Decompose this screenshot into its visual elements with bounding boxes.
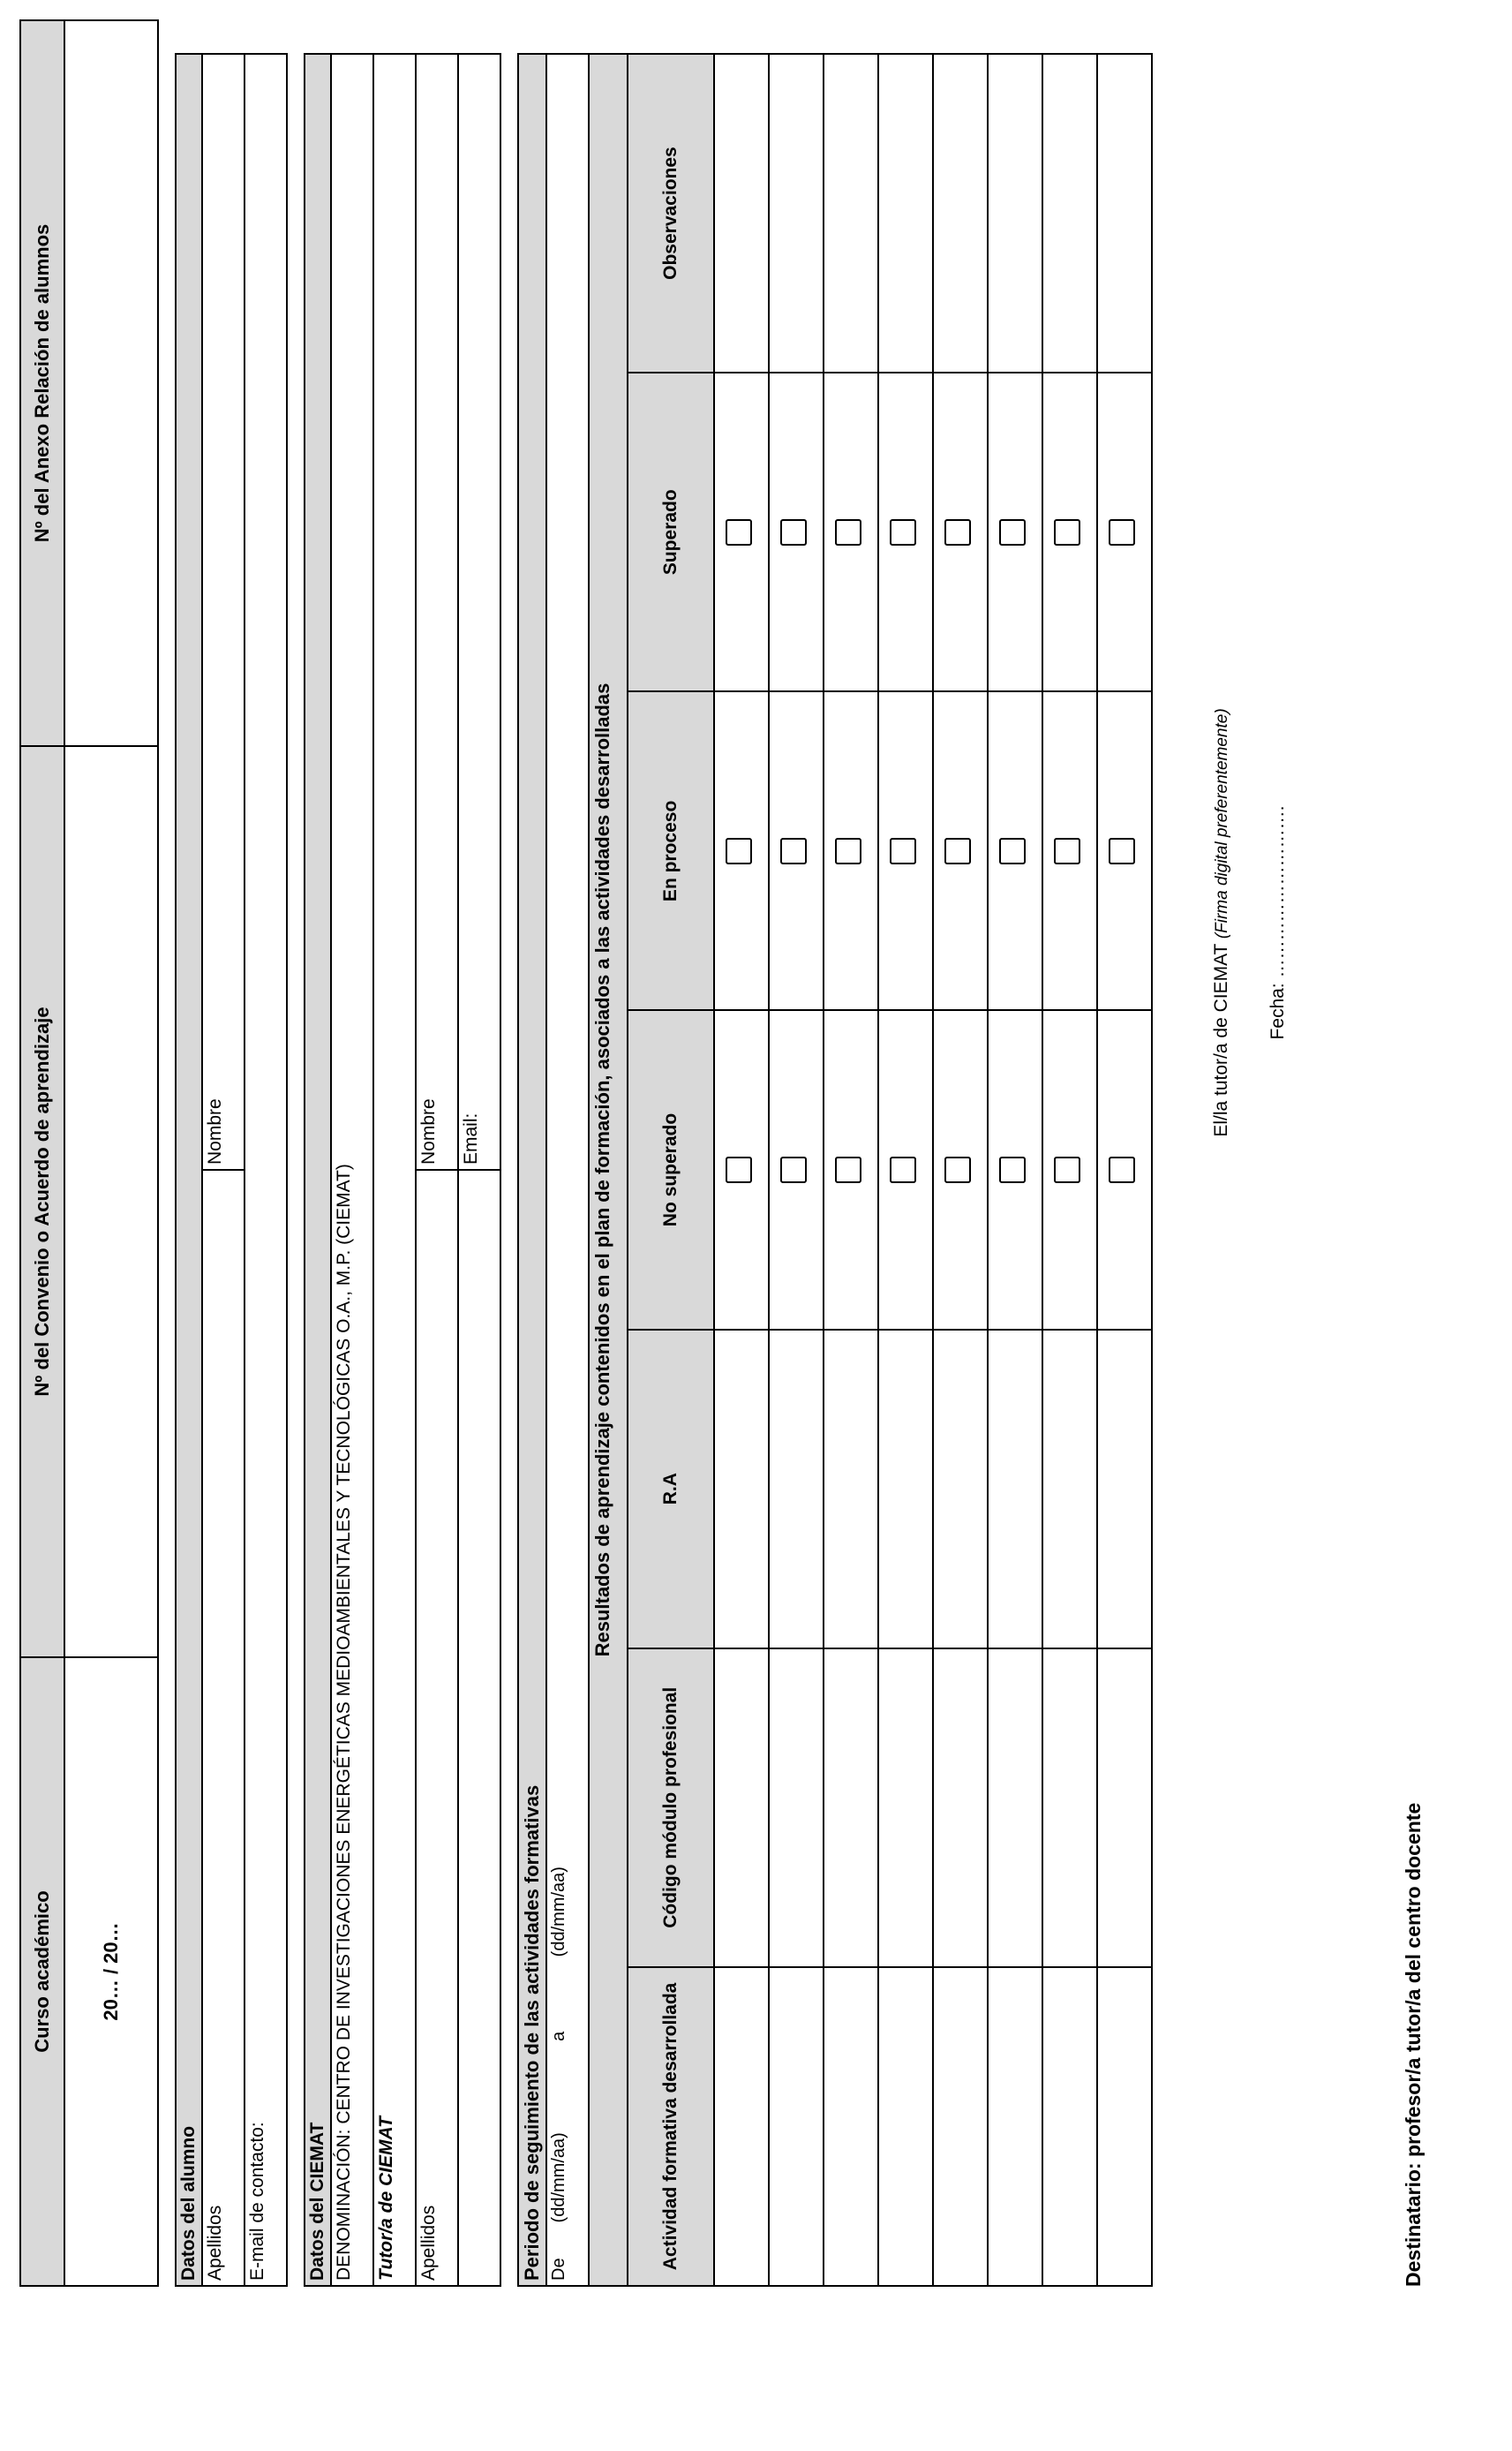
- cell-en-proceso[interactable]: [1097, 691, 1152, 1010]
- cell-observaciones[interactable]: [714, 54, 769, 373]
- cell-codigo[interactable]: [988, 1648, 1042, 1967]
- spacer-3: [501, 53, 517, 2287]
- alumno-table: [175, 53, 288, 2287]
- cell-no-superado[interactable]: [1042, 1010, 1097, 1329]
- checkbox-no-superado[interactable]: [944, 1157, 971, 1183]
- alumno-nombre-label: Nombre: [205, 1098, 226, 1165]
- fecha-line[interactable]: Fecha: ……………………….: [1268, 805, 1288, 1040]
- col-en-proceso: En proceso: [628, 691, 714, 1010]
- cell-actividad[interactable]: [988, 1967, 1042, 2286]
- header-col-anexo: Nº del Anexo Relación de alumnos: [20, 20, 64, 746]
- alumno-band-label: Datos del alumno: [176, 54, 202, 2286]
- ciemat-nombre-field[interactable]: [416, 54, 458, 1170]
- periodo-fields[interactable]: [546, 54, 589, 2286]
- checkbox-superado[interactable]: [726, 519, 752, 546]
- cell-actividad[interactable]: [878, 1967, 933, 2286]
- resultados-table: [517, 53, 1152, 2287]
- periodo-de-label: De: [548, 2258, 568, 2281]
- ciemat-apellidos-field[interactable]: [416, 1170, 458, 2286]
- tutor-signature-note: (Firma digital preferentemente): [1213, 708, 1231, 939]
- cell-observaciones[interactable]: [769, 54, 824, 373]
- table-row: [988, 54, 1042, 2286]
- header-row-values: [64, 20, 158, 2286]
- checkbox-en-proceso[interactable]: [726, 838, 752, 864]
- cell-en-proceso[interactable]: [988, 691, 1042, 1010]
- cell-ra[interactable]: [1097, 1330, 1152, 1648]
- alumno-apellidos-label: Apellidos: [205, 2205, 226, 2281]
- cell-observaciones[interactable]: [878, 54, 933, 373]
- header-table: [19, 19, 159, 2287]
- anexo-value[interactable]: [64, 20, 158, 746]
- checkbox-no-superado[interactable]: [999, 1157, 1026, 1183]
- cell-actividad[interactable]: [824, 1967, 878, 2286]
- ciemat-apellidos-label: Apellidos: [418, 2205, 440, 2281]
- cell-codigo[interactable]: [1097, 1648, 1152, 1967]
- periodo-de-format: (dd/mm/aa): [548, 2132, 568, 2223]
- table-row: [714, 54, 769, 2286]
- cell-codigo[interactable]: [878, 1648, 933, 1967]
- alumno-names-row: [202, 54, 244, 2286]
- periodo-band-label: Periodo de seguimiento de las actividades formativas: [518, 54, 545, 2286]
- cell-no-superado[interactable]: [824, 1010, 878, 1329]
- checkbox-en-proceso[interactable]: [890, 838, 916, 864]
- convenio-value[interactable]: [64, 746, 158, 1657]
- checkbox-no-superado[interactable]: [890, 1157, 916, 1183]
- alumno-email-row: [244, 54, 287, 2286]
- table-row: [769, 54, 824, 2286]
- ciemat-email-field[interactable]: [458, 54, 500, 1170]
- checkbox-en-proceso[interactable]: [944, 838, 971, 864]
- signature-area: [1211, 53, 1289, 2287]
- cell-codigo[interactable]: [933, 1648, 988, 1967]
- ciemat-tutor-row: [373, 54, 416, 2286]
- cell-no-superado[interactable]: [714, 1010, 769, 1329]
- cell-superado[interactable]: [988, 373, 1042, 691]
- checkbox-superado[interactable]: [1054, 519, 1080, 546]
- cell-en-proceso[interactable]: [1042, 691, 1097, 1010]
- cell-observaciones[interactable]: [988, 54, 1042, 373]
- document-body: [19, 53, 1153, 2287]
- checkbox-superado[interactable]: [999, 519, 1026, 546]
- alumno-email-field[interactable]: [244, 54, 287, 2286]
- destinatario-text: Destinatario: profesor/a tutor/a del centro docente: [1402, 1802, 1425, 2287]
- cell-superado[interactable]: [824, 373, 878, 691]
- cell-actividad[interactable]: [1042, 1967, 1097, 2286]
- cell-actividad[interactable]: [1097, 1967, 1152, 2286]
- ciemat-names-row: [416, 54, 458, 2286]
- ciemat-tutor-label: Tutor/a de CIEMAT: [373, 54, 416, 2286]
- cell-superado[interactable]: [714, 373, 769, 691]
- cell-superado[interactable]: [1042, 373, 1097, 691]
- checkbox-en-proceso[interactable]: [999, 838, 1026, 864]
- col-actividad: Actividad formativa desarrollada: [628, 1967, 714, 2286]
- periodo-a-label: a: [548, 2031, 568, 2041]
- header-row-titles: [20, 20, 64, 2286]
- tutor-signature-text: El/la tutor/a de CIEMAT: [1211, 939, 1231, 1137]
- cell-ra[interactable]: [769, 1330, 824, 1648]
- cell-superado[interactable]: [1097, 373, 1152, 691]
- cell-en-proceso[interactable]: [824, 691, 878, 1010]
- cell-superado[interactable]: [933, 373, 988, 691]
- periodo-a-format: (dd/mm/aa): [548, 1867, 568, 1957]
- checkbox-no-superado[interactable]: [1054, 1157, 1080, 1183]
- cell-observaciones[interactable]: [933, 54, 988, 373]
- cell-actividad[interactable]: [714, 1967, 769, 2286]
- checkbox-en-proceso[interactable]: [1109, 838, 1135, 864]
- cell-superado[interactable]: [769, 373, 824, 691]
- checkbox-superado[interactable]: [890, 519, 916, 546]
- periodo-band-row: [518, 54, 545, 2286]
- resultados-title-row: [589, 54, 628, 2286]
- cell-codigo[interactable]: [714, 1648, 769, 1967]
- cell-no-superado[interactable]: [769, 1010, 824, 1329]
- ciemat-denominacion: DENOMINACIÓN: CENTRO DE INVESTIGACIONES ENERGÉTICAS MEDIOAMBIENTALES Y TECNOLÓGICAS O.A., M.P. (CIEMAT): [331, 54, 373, 2286]
- cell-en-proceso[interactable]: [769, 691, 824, 1010]
- cell-en-proceso[interactable]: [878, 691, 933, 1010]
- cell-codigo[interactable]: [1042, 1648, 1097, 1967]
- cell-codigo[interactable]: [769, 1648, 824, 1967]
- resultados-header-row: [628, 54, 714, 2286]
- cell-no-superado[interactable]: [878, 1010, 933, 1329]
- cell-ra[interactable]: [878, 1330, 933, 1648]
- cell-ra[interactable]: [988, 1330, 1042, 1648]
- ciemat-band-row: [305, 54, 331, 2286]
- col-no-superado: No superado: [628, 1010, 714, 1329]
- cell-ra[interactable]: [1042, 1330, 1097, 1648]
- curso-academico-value[interactable]: 20… / 20…: [64, 1657, 158, 2286]
- checkbox-no-superado[interactable]: [726, 1157, 752, 1183]
- cell-superado[interactable]: [878, 373, 933, 691]
- cell-en-proceso[interactable]: [714, 691, 769, 1010]
- checkbox-superado[interactable]: [1109, 519, 1135, 546]
- periodo-fields-row: [546, 54, 589, 2286]
- cell-no-superado[interactable]: [1097, 1010, 1152, 1329]
- ciemat-blank-cell[interactable]: [458, 1170, 500, 2286]
- table-row: [1097, 54, 1152, 2286]
- table-row: [933, 54, 988, 2286]
- resultados-title: Resultados de aprendizaje contenidos en el plan de formación, asociados a las actividades desarrolladas: [589, 54, 628, 2286]
- ciemat-email-row: [458, 54, 500, 2286]
- alumno-band-row: [176, 54, 202, 2286]
- cell-actividad[interactable]: [933, 1967, 988, 2286]
- ciemat-denominacion-row: [331, 54, 373, 2286]
- cell-ra[interactable]: [714, 1330, 769, 1648]
- checkbox-superado[interactable]: [944, 519, 971, 546]
- col-ra: R.A: [628, 1330, 714, 1648]
- cell-ra[interactable]: [933, 1330, 988, 1648]
- table-row: [824, 54, 878, 2286]
- tutor-signature-line: [1211, 53, 1232, 2287]
- cell-no-superado[interactable]: [933, 1010, 988, 1329]
- spacer-1: [159, 53, 175, 2287]
- checkbox-en-proceso[interactable]: [835, 838, 861, 864]
- cell-actividad[interactable]: [769, 1967, 824, 2286]
- checkbox-no-superado[interactable]: [780, 1157, 807, 1183]
- cell-ra[interactable]: [824, 1330, 878, 1648]
- header-col-convenio: Nº del Convenio o Acuerdo de aprendizaje: [20, 746, 64, 1657]
- cell-codigo[interactable]: [824, 1648, 878, 1967]
- alumno-email-label: E-mail de contacto:: [247, 2122, 268, 2281]
- ciemat-band-label: Datos del CIEMAT: [305, 54, 331, 2286]
- checkbox-no-superado[interactable]: [1109, 1157, 1135, 1183]
- cell-no-superado[interactable]: [988, 1010, 1042, 1329]
- spacer-2: [288, 53, 304, 2287]
- checkbox-no-superado[interactable]: [835, 1157, 861, 1183]
- col-observaciones: Observaciones: [628, 54, 714, 373]
- cell-en-proceso[interactable]: [933, 691, 988, 1010]
- cell-observaciones[interactable]: [1097, 54, 1152, 373]
- checkbox-superado[interactable]: [835, 519, 861, 546]
- header-col-curso: Curso académico: [20, 1657, 64, 2286]
- checkbox-en-proceso[interactable]: [1054, 838, 1080, 864]
- table-row: [878, 54, 933, 2286]
- alumno-apellidos-field[interactable]: [202, 1170, 244, 2286]
- ciemat-email-label: Email:: [461, 1112, 482, 1165]
- cell-observaciones[interactable]: [1042, 54, 1097, 373]
- alumno-nombre-field[interactable]: [202, 54, 244, 1170]
- ciemat-nombre-label: Nombre: [418, 1098, 440, 1165]
- checkbox-en-proceso[interactable]: [780, 838, 807, 864]
- checkbox-superado[interactable]: [780, 519, 807, 546]
- col-codigo: Código módulo profesional: [628, 1648, 714, 1967]
- cell-observaciones[interactable]: [824, 54, 878, 373]
- table-row: [1042, 54, 1097, 2286]
- col-superado: Superado: [628, 373, 714, 691]
- ciemat-table: [304, 53, 501, 2287]
